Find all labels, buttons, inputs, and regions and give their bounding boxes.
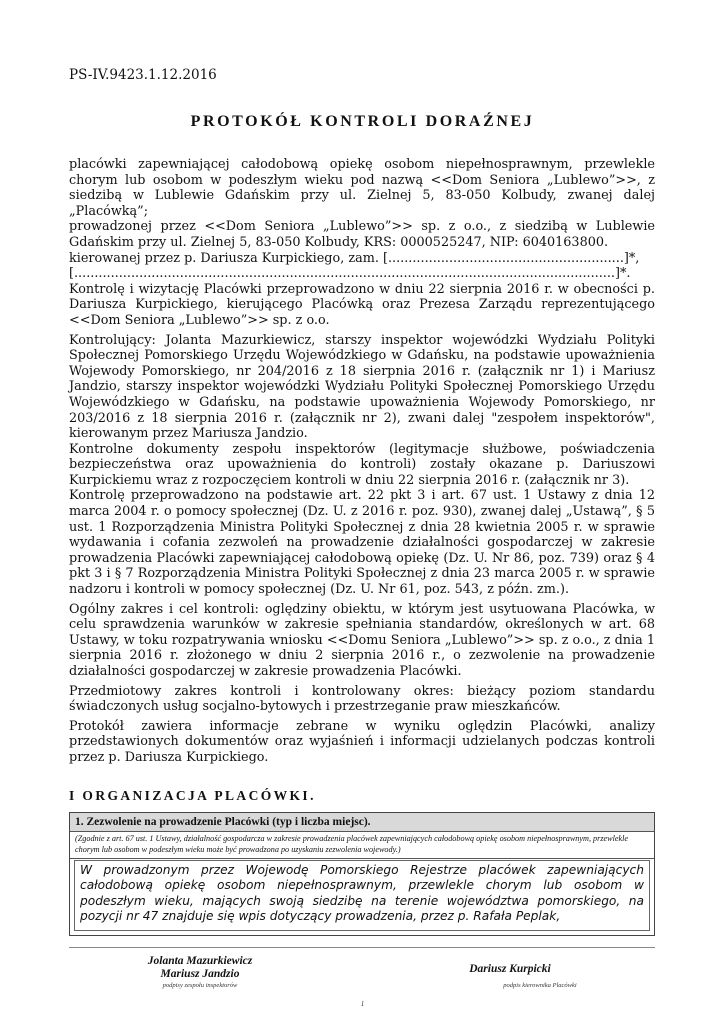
- manager-caption: podpis kierownika Placówki: [503, 982, 577, 989]
- document-body: [69, 157, 655, 770]
- paragraph-facility: placówki zapewniającej całodobową opiekę osobom niepełnosprawnym, przewlekle chorym lub osobom w podeszłym wieku pod nazwą <<Dom Seniora „Lublewo”>>, z siedzibą w Lublewie Gdańskim przy ul. Zielnej 5, 83-050 Kolbudy, zwanej dalej „Placówką”;: [69, 157, 655, 219]
- permit-box-note: (Zgodnie z art. 67 ust. 1 Ustawy, działalność gospodarcza w zakresie prowadzenia placówek zapewniających całodobową opiekę osobom niepełnosprawnym, przewlekle chorym lub osobom w podeszłym wieku może być prowadzona po uzyskaniu zezwolenia wojewody.): [70, 832, 654, 859]
- paragraph-documents: Kontrolne dokumenty zespołu inspektorów (legitymacje służbowe, poświadczenia bezpieczeństwa oraz upoważnienia do kontroli) zostały okazane p. Dariuszowi Kurpickiemu wraz z rozpoczęciem kontroli w dniu 22 sierpnia 2016 r. (załącznik nr 3).: [69, 441, 655, 488]
- footer-divider: [69, 947, 655, 948]
- paragraph-manager: kierowanej przez p. Dariusza Kurpickiego, zam. [..........................................................]*,: [69, 250, 640, 266]
- paragraph-scope: Ogólny zakres i cel kontroli: oględziny obiektu, w którym jest usytuowana Placówka, w celu sprawdzenia warunków w zakresie spełniania standardów, określonych w art. 68 Ustawy, w toku rozpatrywania wniosku <<Domu Seniora „Lublewo”>> sp. z o.o., z dnia 1 sierpnia 2016 r. złożonego w dniu 2 sierpnia 2016 r., o zezwolenie na prowadzenie działalności gospodarczej w zakresie prowadzenia Placówki.: [69, 601, 655, 679]
- document-title: PROTOKÓŁ KONTROLI DORAŹNEJ: [190, 113, 535, 130]
- permit-box: [69, 812, 655, 936]
- inspectors-caption: podpisy zespołu inspektorów: [162, 982, 238, 989]
- inspector-signature-2: Mariusz Jandzio: [160, 968, 240, 980]
- manager-signature: Dariusz Kurpicki: [469, 963, 551, 975]
- paragraph-inspection-date: Kontrolę i wizytację Placówki przeprowadzono w dniu 22 sierpnia 2016 r. w obecności p. Dariusza Kurpickiego, kierującego Placówką oraz Prezesa Zarządu reprezentującego <<Dom Seniora „Lublewo”>> sp. z o.o.: [69, 281, 655, 328]
- permit-box-title: 1. Zezwolenie na prowadzenie Placówki (typ i liczba miejsc).: [70, 813, 654, 832]
- page-number: 1: [360, 1000, 365, 1008]
- permit-answer-text: W prowadzonym przez Wojewodę Pomorskiego Rejestrze placówek zapewniających całodobową opiekę osobom niepełnosprawnym, przewlekle chorym lub osobom w podeszłym wieku, mających swoją siedzibę na terenie województwa pomorskiego, na pozycji nr 47 znajduje się wpis dotyczący prowadzenia, przez p. Rafała Peplak,: [80, 863, 644, 924]
- permit-answer-field: [74, 860, 650, 931]
- paragraph-operator: prowadzonej przez <<Dom Seniora „Lublewo”>> sp. z o.o., z siedzibą w Lublewie Gdańskim przy ul. Zielnej 5, 83-050 Kolbudy, KRS: 0000525247, NIP: 6040163800.: [69, 219, 655, 250]
- paragraph-inspectors: Kontrolujący: Jolanta Mazurkiewicz, starszy inspektor wojewódzki Wydziału Polityki Społecznej Pomorskiego Urzędu Wojewódzkiego w Gdańsku, na podstawie upoważnienia Wojewody Pomorskiego, nr 204/2016 z 18 sierpnia 2016 r. (załącznik nr 1) i Mariusz Jandzio, starszy inspektor wojewódzki Wydziału Polityki Społecznej Pomorskiego Urzędu Wojewódzkiego w Gdańsku, na podstawie upoważnienia Wojewody Pomorskiego, nr 203/2016 z 18 sierpnia 2016 r. (załącznik nr 2), zwani dalej "zespołem inspektorów", kierowanym przez Mariusza Jandzio.: [69, 332, 655, 442]
- paragraph-period: Przedmiotowy zakres kontroli i kontrolowany okres: bieżący poziom standardu świadczonych usług socjalno-bytowych i przestrzeganie praw mieszkańców.: [69, 683, 655, 715]
- paragraph-contents: Protokół zawiera informacje zebrane w wyniku oględzin Placówki, analizy przedstawionych dokumentów oraz wyjaśnień i informacji udzielanych podczas kontroli przez p. Dariusza Kurpickiego.: [69, 718, 655, 765]
- inspectors-signatures: [110, 955, 290, 981]
- paragraph-redacted-address: [.....................................................................................................................................]*.: [69, 266, 631, 282]
- inspector-signature-1: Jolanta Mazurkiewicz: [147, 955, 253, 967]
- paragraph-legal-basis: Kontrolę przeprowadzono na podstawie art. 22 pkt 3 i art. 67 ust. 1 Ustawy z dnia 12 marca 2004 r. o pomocy społecznej (Dz. U. z 2016 r. poz. 930), zwanej dalej „Ustawą”, § 5 ust. 1 Rozporządzenia Ministra Polityki Społecznej z dnia 28 kwietnia 2005 r. w sprawie wydawania i cofania zezwoleń na prowadzenie działalności gospodarczej w zakresie prowadzenia Placówki zapewniającej całodobową opiekę (Dz. U. Nr 86, poz. 739) oraz § 4 pkt 3 i § 7 Rozporządzenia Ministra Polityki Społecznej z dnia 23 marca 2005 r. w sprawie nadzoru i kontroli w pomocy społecznej (Dz. U. Nr 61, poz. 543, z późn. zm.).: [69, 488, 655, 598]
- case-reference: PS-IV.9423.1.12.2016: [69, 67, 217, 83]
- section-heading: I ORGANIZACJA PLACÓWKI.: [69, 788, 316, 803]
